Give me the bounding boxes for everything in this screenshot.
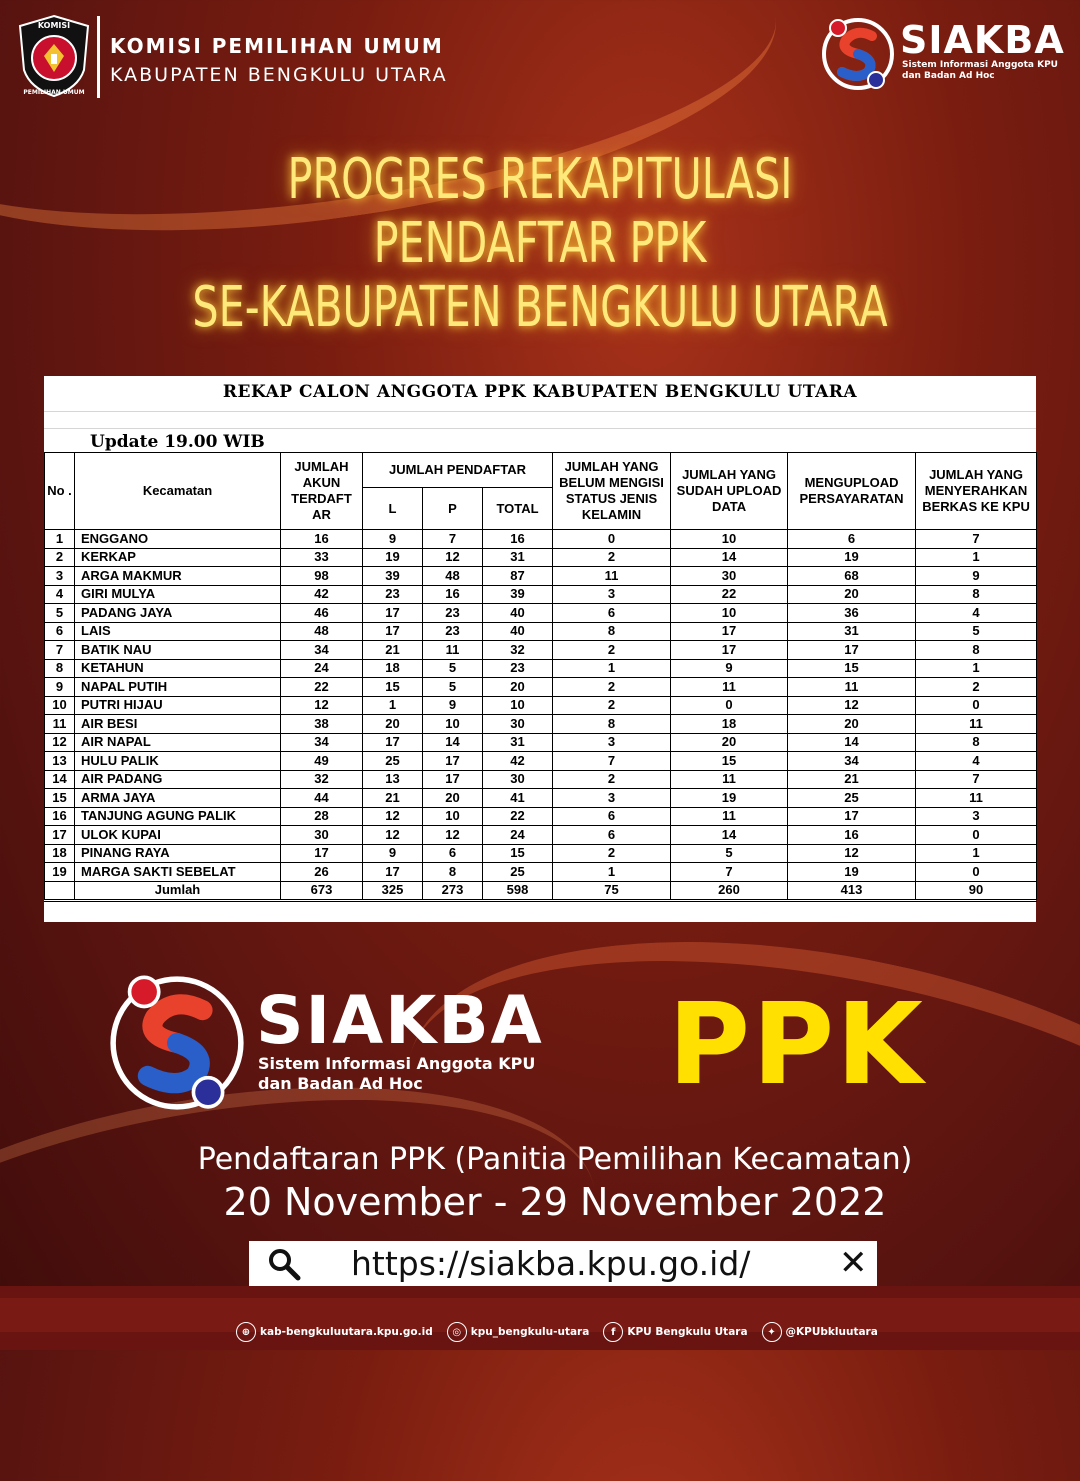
cell-serah: 1 [916, 659, 1037, 678]
siakba-promo-tagline-2: dan Badan Ad Hoc [258, 1074, 423, 1093]
cell-upload: 17 [788, 641, 916, 660]
cell-belum: 11 [553, 567, 671, 586]
cell-no: 16 [45, 807, 75, 826]
sheet-gridline [44, 428, 1036, 429]
cell-belum: 1 [553, 659, 671, 678]
col-header-kecamatan: Kecamatan [75, 453, 281, 530]
cell-akun: 30 [281, 826, 363, 845]
cell-sudah: 19 [671, 789, 788, 808]
cell-kecamatan: AIR BESI [75, 715, 281, 734]
headline-line-3: SE-KABUPATEN BENGKULU UTARA [192, 275, 888, 340]
siakba-logo [818, 14, 898, 94]
cell-p: 16 [423, 585, 483, 604]
cell-kecamatan: ULOK KUPAI [75, 826, 281, 845]
svg-text:PEMILIHAN UMUM: PEMILIHAN UMUM [23, 89, 85, 96]
cell-serah: 11 [916, 715, 1037, 734]
cell-sudah: 22 [671, 585, 788, 604]
cell-akun: 28 [281, 807, 363, 826]
table-row [45, 807, 1037, 826]
cell-l: 25 [363, 752, 423, 771]
ppk-label: PPK [668, 980, 925, 1110]
cell-p: 273 [423, 881, 483, 901]
twitter-icon: ✦ [762, 1322, 782, 1342]
cell-akun: 17 [281, 844, 363, 863]
cell-upload: 36 [788, 604, 916, 623]
cell-kecamatan: GIRI MULYA [75, 585, 281, 604]
cell-no: 2 [45, 548, 75, 567]
cell-sudah: 260 [671, 881, 788, 901]
cell-sudah: 14 [671, 826, 788, 845]
table-row [45, 696, 1037, 715]
cell-belum: 75 [553, 881, 671, 901]
cell-l: 39 [363, 567, 423, 586]
cell-no: 17 [45, 826, 75, 845]
cell-serah: 1 [916, 548, 1037, 567]
table-row [45, 733, 1037, 752]
cell-l: 18 [363, 659, 423, 678]
cell-akun: 16 [281, 530, 363, 549]
table-row [45, 770, 1037, 789]
cell-kecamatan: ENGGANO [75, 530, 281, 549]
headline-line-1: PROGRES REKAPITULASI [287, 147, 793, 212]
cell-no: 12 [45, 733, 75, 752]
cell-total: 39 [483, 585, 553, 604]
table-row [45, 567, 1037, 586]
cell-upload: 21 [788, 770, 916, 789]
cell-no: 15 [45, 789, 75, 808]
cell-l: 15 [363, 678, 423, 697]
cell-no: 13 [45, 752, 75, 771]
cell-serah: 1 [916, 844, 1037, 863]
cell-l: 9 [363, 844, 423, 863]
cell-kecamatan: LAIS [75, 622, 281, 641]
cell-l: 21 [363, 641, 423, 660]
cell-total: 42 [483, 752, 553, 771]
cell-no: 6 [45, 622, 75, 641]
svg-text:KOMISI: KOMISI [37, 21, 71, 30]
table-row [45, 789, 1037, 808]
siakba-promo-tagline [258, 1054, 535, 1094]
cell-l: 21 [363, 789, 423, 808]
cell-no: 14 [45, 770, 75, 789]
cell-l: 1 [363, 696, 423, 715]
footer-website[interactable] [236, 1322, 433, 1342]
cell-no [45, 881, 75, 901]
siakba-name: SIAKBA [900, 18, 1065, 62]
table-row [45, 622, 1037, 641]
cell-no: 18 [45, 844, 75, 863]
cell-sudah: 30 [671, 567, 788, 586]
footer-facebook-text: KPU Bengkulu Utara [627, 1326, 748, 1338]
table-row [45, 715, 1037, 734]
cell-upload: 19 [788, 548, 916, 567]
cell-no: 19 [45, 863, 75, 882]
cell-l: 17 [363, 863, 423, 882]
col-header-total: TOTAL [483, 488, 553, 530]
table-row [45, 863, 1037, 882]
col-header-p: P [423, 488, 483, 530]
cell-kecamatan: ARMA JAYA [75, 789, 281, 808]
cell-akun: 34 [281, 641, 363, 660]
cell-l: 17 [363, 604, 423, 623]
cell-kecamatan: KETAHUN [75, 659, 281, 678]
cell-belum: 6 [553, 604, 671, 623]
cell-belum: 6 [553, 807, 671, 826]
cell-serah: 2 [916, 678, 1037, 697]
rekap-table-card [44, 376, 1036, 922]
cell-p: 23 [423, 604, 483, 623]
table-row [45, 678, 1037, 697]
col-header-l: L [363, 488, 423, 530]
cell-akun: 48 [281, 622, 363, 641]
cell-upload: 17 [788, 807, 916, 826]
rekap-table [44, 452, 1037, 902]
cell-total: 10 [483, 696, 553, 715]
cell-upload: 25 [788, 789, 916, 808]
cell-total: 23 [483, 659, 553, 678]
cell-akun: 46 [281, 604, 363, 623]
col-header-no: No . [45, 453, 75, 530]
cell-sudah: 10 [671, 604, 788, 623]
cell-kecamatan: PADANG JAYA [75, 604, 281, 623]
cell-total: 31 [483, 548, 553, 567]
cell-p: 10 [423, 807, 483, 826]
cell-sudah: 11 [671, 678, 788, 697]
cell-p: 6 [423, 844, 483, 863]
cell-upload: 16 [788, 826, 916, 845]
cell-kecamatan: ARGA MAKMUR [75, 567, 281, 586]
cell-serah: 9 [916, 567, 1037, 586]
cell-l: 17 [363, 733, 423, 752]
cell-p: 12 [423, 826, 483, 845]
col-header-akun: JUMLAH AKUN TERDAFT AR [281, 453, 363, 530]
url-bar[interactable] [249, 1241, 877, 1286]
cell-belum: 1 [553, 863, 671, 882]
cell-total: 25 [483, 863, 553, 882]
url-text[interactable]: https://siakba.kpu.go.id/ [351, 1244, 751, 1283]
cell-serah: 8 [916, 585, 1037, 604]
cell-upload: 31 [788, 622, 916, 641]
close-icon[interactable]: ✕ [839, 1243, 868, 1283]
cell-no: 3 [45, 567, 75, 586]
cell-sudah: 9 [671, 659, 788, 678]
cell-sudah: 10 [671, 530, 788, 549]
cell-no: 9 [45, 678, 75, 697]
cell-total: 16 [483, 530, 553, 549]
cell-l: 17 [363, 622, 423, 641]
cell-akun: 12 [281, 696, 363, 715]
cell-kecamatan: HULU PALIK [75, 752, 281, 771]
siakba-promo-tagline-1: Sistem Informasi Anggota KPU [258, 1054, 536, 1073]
table-row [45, 844, 1037, 863]
col-header-belum: JUMLAH YANG BELUM MENGISI STATUS JENIS KELAMIN [553, 453, 671, 530]
sheet-gridline [44, 411, 1036, 412]
cell-belum: 6 [553, 826, 671, 845]
cell-p: 12 [423, 548, 483, 567]
cell-upload: 68 [788, 567, 916, 586]
cell-p: 8 [423, 863, 483, 882]
cell-belum: 2 [553, 641, 671, 660]
cell-no: 5 [45, 604, 75, 623]
cell-no: 4 [45, 585, 75, 604]
registration-dates: 20 November - 29 November 2022 [223, 1180, 887, 1224]
table-title: REKAP CALON ANGGOTA PPK KABUPATEN BENGKULU UTARA [222, 382, 858, 402]
cell-sudah: 17 [671, 622, 788, 641]
cell-akun: 32 [281, 770, 363, 789]
org-subtitle: KABUPATEN BENGKULU UTARA [110, 64, 448, 86]
cell-belum: 8 [553, 622, 671, 641]
cell-no: 7 [45, 641, 75, 660]
table-total-row [45, 881, 1037, 901]
cell-belum: 3 [553, 789, 671, 808]
cell-serah: 8 [916, 641, 1037, 660]
search-icon [267, 1247, 301, 1281]
cell-akun: 98 [281, 567, 363, 586]
cell-belum: 2 [553, 548, 671, 567]
cell-serah: 7 [916, 770, 1037, 789]
cell-total: 40 [483, 622, 553, 641]
cell-serah: 90 [916, 881, 1037, 901]
cell-l: 20 [363, 715, 423, 734]
cell-belum: 2 [553, 770, 671, 789]
cell-sudah: 18 [671, 715, 788, 734]
cell-upload: 6 [788, 530, 916, 549]
cell-upload: 34 [788, 752, 916, 771]
cell-akun: 22 [281, 678, 363, 697]
footer-instagram-text: kpu_bengkulu-utara [470, 1326, 590, 1338]
cell-total: 40 [483, 604, 553, 623]
cell-p: 5 [423, 678, 483, 697]
cell-l: 13 [363, 770, 423, 789]
cell-l: 23 [363, 585, 423, 604]
cell-sudah: 11 [671, 807, 788, 826]
col-header-serah: JUMLAH YANG MENYERAHKAN BERKAS KE KPU [916, 453, 1037, 530]
footer-website-text: kab-bengkuluutara.kpu.go.id [260, 1326, 433, 1338]
cell-l: 19 [363, 548, 423, 567]
cell-serah: 7 [916, 530, 1037, 549]
cell-sudah: 14 [671, 548, 788, 567]
cell-serah: 3 [916, 807, 1037, 826]
cell-p: 7 [423, 530, 483, 549]
cell-kecamatan: BATIK NAU [75, 641, 281, 660]
cell-belum: 7 [553, 752, 671, 771]
cell-serah: 11 [916, 789, 1037, 808]
cell-upload: 20 [788, 715, 916, 734]
cell-belum: 2 [553, 696, 671, 715]
cell-p: 10 [423, 715, 483, 734]
siakba-tagline [902, 60, 1058, 82]
col-header-pendaftar: JUMLAH PENDAFTAR [363, 453, 553, 488]
cell-belum: 0 [553, 530, 671, 549]
cell-no: 8 [45, 659, 75, 678]
cell-total: 87 [483, 567, 553, 586]
cell-akun: 38 [281, 715, 363, 734]
footer-twitter-text: @KPUbkluutara [785, 1326, 878, 1338]
cell-total: 32 [483, 641, 553, 660]
cell-serah: 4 [916, 604, 1037, 623]
instagram-icon: ◎ [447, 1322, 467, 1342]
cell-upload: 15 [788, 659, 916, 678]
cell-total: 22 [483, 807, 553, 826]
table-row [45, 548, 1037, 567]
update-time: Update 19.00 WIB [90, 432, 265, 452]
kpu-garuda-logo [18, 14, 90, 98]
table-row [45, 659, 1037, 678]
siakba-promo-logo [104, 970, 564, 1120]
cell-kecamatan: TANJUNG AGUNG PALIK [75, 807, 281, 826]
cell-total: 31 [483, 733, 553, 752]
siakba-header-logo [818, 14, 1068, 96]
cell-kecamatan: NAPAL PUTIH [75, 678, 281, 697]
table-row [45, 826, 1037, 845]
cell-p: 23 [423, 622, 483, 641]
cell-sudah: 11 [671, 770, 788, 789]
siakba-tagline-2: dan Badan Ad Hoc [902, 71, 995, 81]
table-row [45, 604, 1037, 623]
table-row [45, 585, 1037, 604]
cell-belum: 2 [553, 844, 671, 863]
siakba-promo-name: SIAKBA [256, 982, 544, 1059]
cell-p: 5 [423, 659, 483, 678]
globe-icon: ⊕ [236, 1322, 256, 1342]
cell-belum: 2 [553, 678, 671, 697]
cell-no: 10 [45, 696, 75, 715]
cell-serah: 4 [916, 752, 1037, 771]
cell-total: 15 [483, 844, 553, 863]
cell-total: 598 [483, 881, 553, 901]
cell-kecamatan: PUTRI HIJAU [75, 696, 281, 715]
cell-akun: 24 [281, 659, 363, 678]
cell-kecamatan: Jumlah [75, 881, 281, 901]
cell-kecamatan: PINANG RAYA [75, 844, 281, 863]
header-divider [97, 16, 100, 98]
cell-akun: 44 [281, 789, 363, 808]
cell-upload: 19 [788, 863, 916, 882]
cell-akun: 33 [281, 548, 363, 567]
cell-kecamatan: AIR NAPAL [75, 733, 281, 752]
cell-akun: 42 [281, 585, 363, 604]
cell-upload: 413 [788, 881, 916, 901]
cell-p: 14 [423, 733, 483, 752]
cell-l: 12 [363, 807, 423, 826]
cell-serah: 0 [916, 826, 1037, 845]
cell-total: 30 [483, 715, 553, 734]
cell-p: 17 [423, 752, 483, 771]
footer-facebook[interactable] [603, 1322, 747, 1342]
footer-twitter[interactable] [762, 1322, 878, 1342]
table-row [45, 530, 1037, 549]
cell-akun: 34 [281, 733, 363, 752]
cell-no: 11 [45, 715, 75, 734]
cell-serah: 0 [916, 863, 1037, 882]
cell-sudah: 15 [671, 752, 788, 771]
table-row [45, 752, 1037, 771]
cell-serah: 8 [916, 733, 1037, 752]
cell-total: 41 [483, 789, 553, 808]
cell-belum: 8 [553, 715, 671, 734]
cell-sudah: 7 [671, 863, 788, 882]
footer-links [236, 1320, 878, 1344]
cell-l: 325 [363, 881, 423, 901]
cell-kecamatan: AIR PADANG [75, 770, 281, 789]
cell-upload: 11 [788, 678, 916, 697]
cell-p: 11 [423, 641, 483, 660]
cell-serah: 0 [916, 696, 1037, 715]
cell-serah: 5 [916, 622, 1037, 641]
registration-description: Pendaftaran PPK (Panitia Pemilihan Kecamatan) [197, 1142, 913, 1177]
cell-total: 30 [483, 770, 553, 789]
cell-sudah: 17 [671, 641, 788, 660]
facebook-icon: f [603, 1322, 623, 1342]
headline-line-2: PENDAFTAR PPK [373, 211, 707, 276]
cell-total: 24 [483, 826, 553, 845]
cell-upload: 20 [788, 585, 916, 604]
org-title: KOMISI PEMILIHAN UMUM [110, 34, 444, 58]
cell-belum: 3 [553, 585, 671, 604]
col-header-upload: MENGUPLOAD PERSAYARATAN [788, 453, 916, 530]
cell-kecamatan: MARGA SAKTI SEBELAT [75, 863, 281, 882]
footer-instagram[interactable] [447, 1322, 590, 1342]
siakba-logo [104, 970, 250, 1116]
siakba-tagline-1: Sistem Informasi Anggota KPU [902, 60, 1058, 70]
cell-l: 12 [363, 826, 423, 845]
cell-akun: 26 [281, 863, 363, 882]
cell-kecamatan: KERKAP [75, 548, 281, 567]
cell-sudah: 0 [671, 696, 788, 715]
cell-upload: 12 [788, 696, 916, 715]
col-header-sudah: JUMLAH YANG SUDAH UPLOAD DATA [671, 453, 788, 530]
cell-sudah: 20 [671, 733, 788, 752]
cell-no: 1 [45, 530, 75, 549]
cell-upload: 14 [788, 733, 916, 752]
cell-akun: 49 [281, 752, 363, 771]
cell-l: 9 [363, 530, 423, 549]
cell-upload: 12 [788, 844, 916, 863]
cell-belum: 3 [553, 733, 671, 752]
cell-total: 20 [483, 678, 553, 697]
cell-p: 48 [423, 567, 483, 586]
cell-akun: 673 [281, 881, 363, 901]
table-row [45, 641, 1037, 660]
cell-p: 17 [423, 770, 483, 789]
cell-p: 9 [423, 696, 483, 715]
cell-p: 20 [423, 789, 483, 808]
cell-sudah: 5 [671, 844, 788, 863]
